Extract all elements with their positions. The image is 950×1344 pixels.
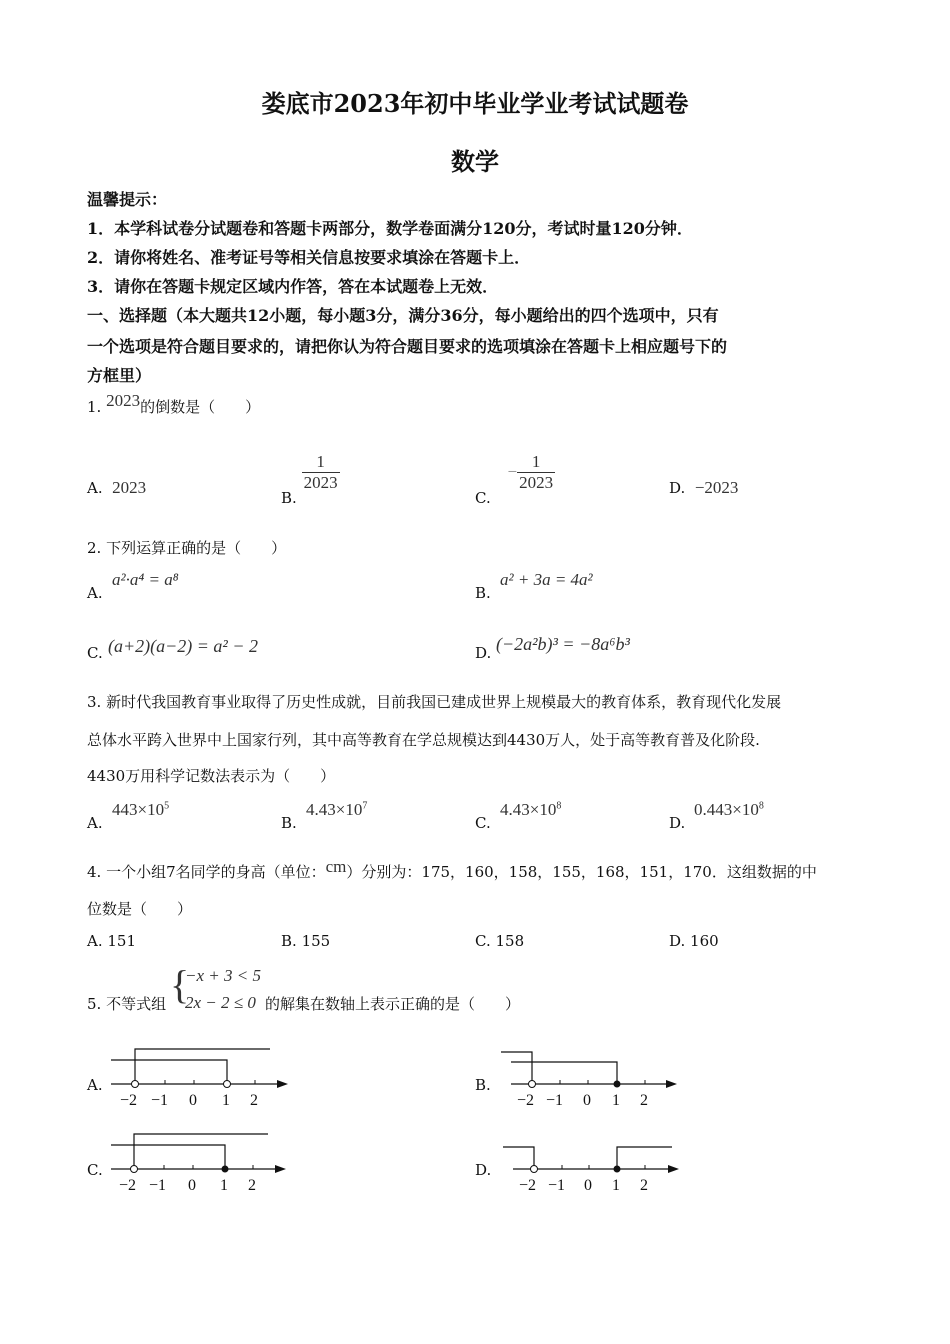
q2-option-b-expr: a² + 3a = 4a² xyxy=(500,570,593,589)
q4-option-c[interactable]: C. 158 xyxy=(475,932,525,950)
q4-option-d[interactable]: D. 160 xyxy=(669,932,719,950)
q3-option-a-label[interactable]: A. xyxy=(87,814,103,832)
q4-option-b[interactable]: B. 155 xyxy=(281,932,331,950)
q1-option-c[interactable]: C. − $\frac{1}{2023}$ xyxy=(475,452,554,507)
q5-option-d-label[interactable]: D. xyxy=(475,1161,492,1179)
svg-text:2: 2 xyxy=(640,1177,648,1194)
q5-option-a-label[interactable]: A. xyxy=(87,1076,103,1094)
subject-title: 数学 xyxy=(451,147,499,176)
svg-text:2: 2 xyxy=(250,1092,258,1109)
option-value: −2023 xyxy=(694,478,739,497)
question-1-stem xyxy=(87,391,261,417)
q3-option-d-expr: $0.443\times 10^8$ xyxy=(694,800,764,819)
question-2-stem: 2. 下列运算正确的是（ ） xyxy=(87,539,287,557)
q3-option-c-expr: $4.43\times 10^8$ xyxy=(500,800,562,819)
q4-option-a[interactable]: A. 151 xyxy=(87,932,137,950)
number-line-d xyxy=(497,1125,687,1200)
svg-text:1: 1 xyxy=(612,1177,620,1194)
question-5-suffix: 的解集在数轴上表示正确的是（ ） xyxy=(265,995,521,1013)
section-heading-line-1: 一、选择题（本大题共12小题，每小题3分，满分36分，每小题给出的四个选项中，只有 xyxy=(87,306,719,325)
option-value: 2023 xyxy=(112,478,147,497)
fraction: $\frac{1}{2023}$ xyxy=(303,452,338,492)
q1-option-d[interactable]: D. −2023 xyxy=(669,478,739,497)
svg-text:1: 1 xyxy=(612,1092,620,1109)
q2-option-d-label[interactable]: D. xyxy=(475,644,492,662)
svg-text:−2: −2 xyxy=(120,1092,138,1109)
brace: { xyxy=(170,962,190,1007)
q3-option-b-expr: $4.43\times 10^7$ xyxy=(306,800,368,819)
notice-item-3: 3．请你在答题卡规定区域内作答，答在本试题卷上无效． xyxy=(87,277,499,296)
question-3-line-3: 4430万用科学记数法表示为（ ） xyxy=(87,767,336,785)
svg-text:1: 1 xyxy=(220,1177,228,1194)
question-4-line-2: 位数是（ ） xyxy=(87,900,193,918)
section-heading-line-3: 方框里） xyxy=(87,366,152,385)
svg-text:−2: −2 xyxy=(119,1177,137,1194)
inequality-1: −x + 3 < 5 xyxy=(185,966,261,985)
svg-text:−1: −1 xyxy=(151,1092,169,1109)
inequality-2: 2x − 2 ≤ 0 xyxy=(185,993,256,1012)
svg-text:0: 0 xyxy=(189,1092,197,1109)
q5-option-b-label[interactable]: B. xyxy=(475,1076,491,1094)
fraction: $\frac{1}{2023}$ xyxy=(519,452,554,492)
svg-text:2: 2 xyxy=(248,1177,256,1194)
notice-item-1: 1．本学科试卷分试题卷和答题卡两部分，数学卷面满分120分，考试时量120分钟． xyxy=(87,219,693,238)
question-5-prefix: 5. 不等式组 xyxy=(87,995,167,1013)
q2-option-c-label[interactable]: C. xyxy=(87,644,103,662)
svg-text:2: 2 xyxy=(640,1092,648,1109)
number-line-a xyxy=(105,1040,295,1115)
question-3-line-2: 总体水平跨入世界中上国家行列，其中高等教育在学总规模达到4430万人，处于高等教育普及化阶段. xyxy=(87,731,760,749)
svg-text:−1: −1 xyxy=(546,1092,564,1109)
section-heading-line-2: 一个选项是符合题目要求的，请把你认为符合题目要求的选项填涂在答题卡上相应题号下的 xyxy=(87,337,728,356)
svg-text:−1: −1 xyxy=(149,1177,167,1194)
q1-option-a[interactable]: A. 2023 xyxy=(87,478,147,497)
q2-option-a-expr: a²·a⁴ = a⁸ xyxy=(112,570,179,589)
q3-option-b-label[interactable]: B. xyxy=(281,814,297,832)
svg-text:0: 0 xyxy=(583,1092,591,1109)
svg-text:−2: −2 xyxy=(517,1092,535,1109)
q3-option-c-label[interactable]: C. xyxy=(475,814,491,832)
number-line-b xyxy=(497,1040,687,1115)
q3-option-a-expr: $443\times 10^5$ xyxy=(112,800,170,819)
svg-text:−2: −2 xyxy=(519,1177,537,1194)
q2-option-d-expr: (−2a²b)³ = −8a⁶b³ xyxy=(496,634,630,654)
math-expression: 2023 xyxy=(106,391,141,410)
q2-option-a-label[interactable]: A. xyxy=(87,584,103,602)
notice-heading: 温馨提示： xyxy=(87,190,168,209)
q3-option-d-label[interactable]: D. xyxy=(669,814,686,832)
q2-option-c-expr: (a+2)(a−2) = a² − 2 xyxy=(108,636,258,656)
question-number: 1. xyxy=(87,398,102,416)
question-3-line-1: 3. 新时代我国教育事业取得了历史性成就，目前我国已建成世界上规模最大的教育体系，教育现代化发展 xyxy=(87,693,782,711)
question-4-line-1: 4. 一个小组7名同学的身高（单位：cm）分别为：175，160，158，155，168，151，170．这组数据的中 xyxy=(87,857,817,881)
q5-option-c-label[interactable]: C. xyxy=(87,1161,103,1179)
number-line-c xyxy=(105,1125,295,1200)
q2-option-b-label[interactable]: B. xyxy=(475,584,491,602)
q1-option-b[interactable]: B. $\frac{1}{2023}$ xyxy=(281,452,338,507)
svg-text:1: 1 xyxy=(222,1092,230,1109)
notice-item-2: 2．请你将姓名、准考证号等相关信息按要求填涂在答题卡上． xyxy=(87,248,531,267)
unit: cm xyxy=(325,857,347,876)
exam-title: 娄底市2023年初中毕业学业考试试题卷 xyxy=(261,89,689,118)
svg-text:0: 0 xyxy=(584,1177,592,1194)
svg-text:0: 0 xyxy=(188,1177,196,1194)
svg-text:−1: −1 xyxy=(548,1177,566,1194)
question-text: 的倒数是（ ） xyxy=(140,398,261,416)
